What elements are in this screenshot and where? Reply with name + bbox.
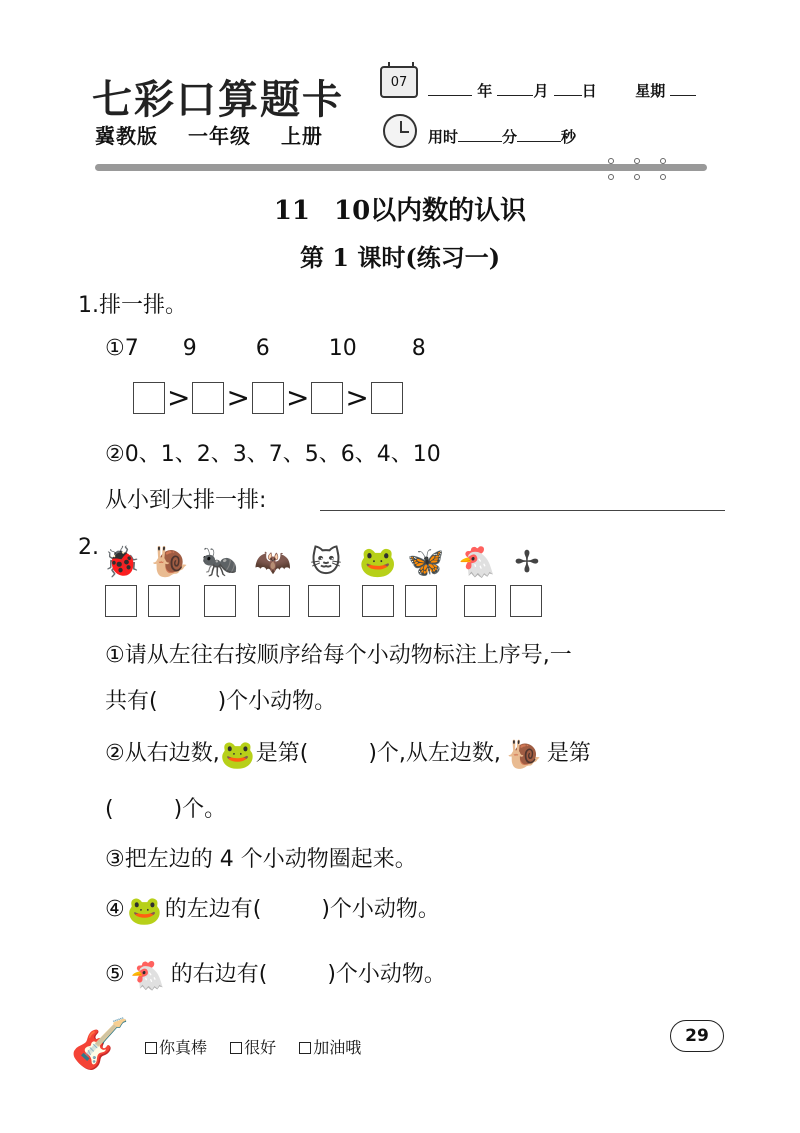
answer-box[interactable] — [510, 585, 542, 617]
gt-sign: > — [345, 381, 369, 414]
number-item: 8 — [411, 336, 426, 361]
day-label: 日 — [581, 82, 597, 100]
rating-option[interactable] — [145, 1038, 207, 1057]
minute-blank[interactable] — [458, 127, 502, 142]
day-blank[interactable] — [554, 81, 582, 96]
header-divider — [95, 164, 707, 171]
text: )个小动物。 — [217, 689, 337, 714]
text: )个。 — [173, 797, 227, 822]
q2-s2b — [105, 792, 226, 823]
rating-label: 很好 — [244, 1038, 277, 1057]
year-blank[interactable] — [428, 81, 472, 96]
part2-sequence: 0、1、2、3、7、5、6、4、10 — [124, 442, 441, 467]
grade: 一年级 — [187, 124, 251, 148]
q2-s1: ①请从左往右按顺序给每个小动物标注上序号,一 — [105, 643, 572, 668]
text: ⑤ — [105, 962, 125, 987]
ladybug-icon: 🐞 — [103, 544, 141, 580]
chick-icon: 🐔 — [130, 958, 166, 992]
frog-icon: 🐸 — [359, 544, 397, 580]
answer-box[interactable] — [133, 382, 165, 414]
number-item: 10 — [328, 336, 357, 361]
dragonfly-icon: ✢ — [514, 544, 540, 580]
checkbox-icon — [230, 1042, 242, 1054]
text: ( — [105, 797, 114, 822]
answer-box[interactable] — [362, 585, 394, 617]
binder-peg — [608, 158, 614, 180]
q1-part2-prompt: 从小到大排一排: — [105, 488, 267, 513]
weekday-label: 星期 — [635, 82, 666, 100]
rating-option[interactable] — [299, 1038, 361, 1057]
second-blank[interactable] — [517, 127, 561, 142]
q2-s4 — [105, 892, 440, 927]
text: )个,从左边数, — [368, 741, 501, 766]
volume: 上册 — [280, 124, 323, 148]
time-used-label: 用时 — [428, 128, 459, 146]
snail-icon: 🐌 — [506, 737, 542, 771]
binder-peg — [634, 158, 640, 180]
gt-sign: > — [226, 381, 250, 414]
answer-box[interactable] — [192, 382, 224, 414]
q2-s2 — [105, 736, 591, 771]
q1-text: 排一排。 — [99, 293, 188, 318]
text: )个小动物。 — [321, 897, 440, 922]
time-fields — [428, 126, 576, 147]
q1-compare-row — [133, 382, 403, 414]
page-number: 29 — [670, 1020, 724, 1052]
q2-s5 — [105, 957, 446, 992]
text: 的右边有( — [170, 962, 268, 987]
lesson-title — [0, 190, 800, 227]
answer-box[interactable] — [405, 585, 437, 617]
part1-label: ① — [105, 336, 125, 361]
edition-line — [95, 120, 345, 149]
bat-icon: 🦇 — [254, 544, 292, 580]
chick-icon: 🐔 — [458, 544, 496, 580]
q1-part2 — [105, 437, 441, 468]
text: 是第 — [546, 741, 591, 766]
lesson-number: 11 — [273, 196, 310, 226]
binder-peg — [660, 158, 666, 180]
month-blank[interactable] — [497, 81, 533, 96]
q2-label: 2. — [78, 535, 99, 560]
second-label: 秒 — [561, 128, 577, 146]
rating-label: 加油哦 — [313, 1038, 362, 1057]
answer-box[interactable] — [308, 585, 340, 617]
text: 的左边有( — [164, 897, 262, 922]
gt-sign: > — [167, 381, 191, 414]
number-item: 9 — [182, 336, 197, 361]
text: )个小动物。 — [327, 962, 446, 987]
minute-label: 分 — [502, 128, 518, 146]
rating-option[interactable] — [230, 1038, 276, 1057]
lesson-name: 10以内数的认识 — [334, 196, 527, 226]
text: 是第( — [255, 741, 309, 766]
text: ④ — [105, 897, 125, 922]
text: 共有( — [105, 689, 158, 714]
checkbox-icon — [145, 1042, 157, 1054]
answer-box[interactable] — [148, 585, 180, 617]
q1-part1-numbers — [105, 336, 426, 361]
brand-title: 七彩口算题卡 — [92, 76, 344, 123]
year-label: 年 — [477, 82, 493, 100]
answer-line[interactable] — [320, 510, 725, 511]
q2-s3: ③把左边的 4 个小动物圈起来。 — [105, 847, 417, 872]
answer-box[interactable] — [252, 382, 284, 414]
snail-icon: 🐌 — [151, 544, 189, 580]
answer-box[interactable] — [464, 585, 496, 617]
edition: 冀教版 — [95, 124, 158, 148]
answer-box[interactable] — [311, 382, 343, 414]
part2-label: ② — [105, 442, 125, 467]
frog-icon: 🐸 — [127, 893, 163, 927]
date-fields — [428, 80, 696, 101]
ant-icon: 🐜 — [201, 544, 239, 580]
cat-icon: 🐱 — [310, 544, 342, 580]
answer-box[interactable] — [105, 585, 137, 617]
self-rating — [145, 1035, 379, 1058]
q1-heading — [78, 288, 187, 319]
gt-sign: > — [285, 381, 310, 414]
mascot-icon: 🎸 — [70, 1015, 130, 1072]
q1-label: 1. — [78, 293, 99, 318]
butterfly-icon: 🦋 — [407, 544, 445, 580]
rating-label: 你真棒 — [159, 1038, 208, 1057]
number-item: 7 — [124, 336, 139, 361]
text: ②从右边数, — [105, 741, 220, 766]
clock-icon — [383, 114, 417, 148]
q2-s1b — [105, 684, 336, 715]
lesson-subtitle: 第 1 课时(练习一) — [299, 243, 501, 272]
weekday-blank[interactable] — [670, 81, 696, 96]
month-label: 月 — [533, 82, 549, 100]
number-item: 6 — [255, 336, 270, 361]
frog-icon: 🐸 — [220, 737, 256, 771]
answer-box[interactable] — [204, 585, 236, 617]
answer-box[interactable] — [258, 585, 290, 617]
calendar-icon: 07 — [380, 66, 418, 98]
answer-box[interactable] — [371, 382, 403, 414]
checkbox-icon — [299, 1042, 311, 1054]
